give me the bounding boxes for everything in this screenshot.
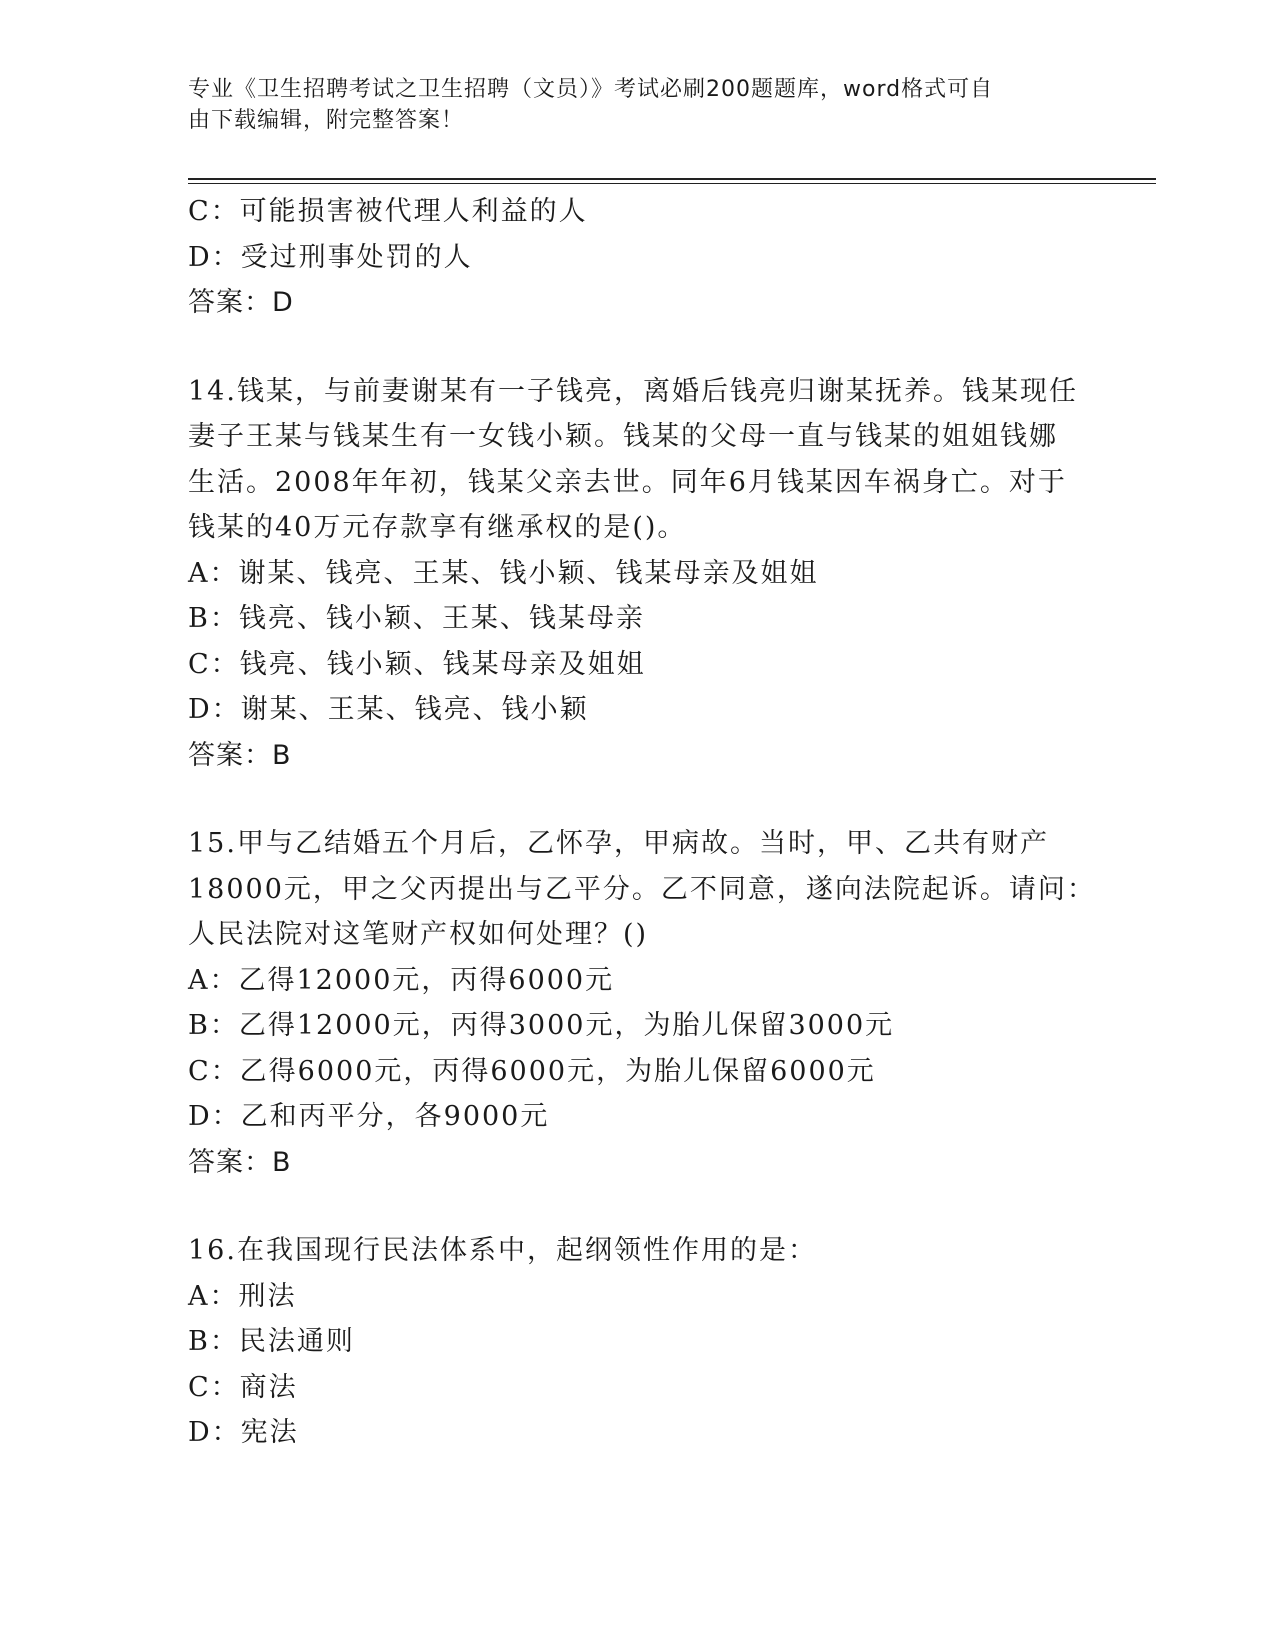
header-line-1: 专业《卫生招聘考试之卫生招聘（文员）》考试必刷200题题库，word格式可自 bbox=[188, 77, 994, 102]
header-line-2: 由下载编辑，附完整答案！ bbox=[188, 108, 465, 133]
option-d: D：乙和丙平分，各9000元 bbox=[188, 1101, 550, 1132]
question-stem bbox=[188, 369, 1088, 551]
stem-line: 钱某的40万元存款享有继承权的是()。 bbox=[188, 512, 687, 543]
header-divider-thick bbox=[188, 178, 1156, 180]
option-d: D：谢某、王某、钱亮、钱小颖 bbox=[188, 694, 589, 725]
option-b: B：钱亮、钱小颖、王某、钱某母亲 bbox=[188, 603, 645, 634]
option-c: C：钱亮、钱小颖、钱某母亲及姐姐 bbox=[188, 648, 646, 680]
option-a: A：谢某、钱亮、王某、钱小颖、钱某母亲及姐姐 bbox=[188, 557, 819, 589]
question-15 bbox=[188, 821, 1096, 1185]
header-divider-thin bbox=[188, 183, 1156, 184]
stem-line: 15.甲与乙结婚五个月后，乙怀孕，甲病故。当时，甲、乙共有财产 bbox=[188, 828, 1049, 859]
option-c: C：乙得6000元，丙得6000元，为胎儿保留6000元 bbox=[188, 1055, 876, 1087]
spacer bbox=[188, 1185, 1088, 1228]
question-stem: 16.在我国现行民法体系中，起纲领性作用的是： bbox=[188, 1235, 817, 1266]
option-c: C：商法 bbox=[188, 1371, 298, 1403]
option-b: B：民法通则 bbox=[188, 1326, 355, 1357]
stem-line: 妻子王某与钱某生有一女钱小颖。钱某的父母一直与钱某的姐姐钱娜 bbox=[188, 421, 1058, 452]
answer-line: 答案：B bbox=[188, 739, 292, 771]
question-13-tail bbox=[188, 189, 1088, 326]
spacer bbox=[188, 326, 1088, 369]
stem-line: 14.钱某，与前妻谢某有一子钱亮，离婚后钱亮归谢某抚养。钱某现任 bbox=[188, 375, 1078, 407]
answer-line: 答案：B bbox=[188, 1146, 292, 1178]
question-14 bbox=[188, 369, 1088, 779]
option-a: A：乙得12000元，丙得6000元 bbox=[188, 964, 615, 996]
spacer bbox=[188, 778, 1088, 821]
question-16 bbox=[188, 1228, 1088, 1456]
question-stem bbox=[188, 821, 1096, 958]
document-header bbox=[188, 74, 1068, 136]
answer-line: 答案：D bbox=[188, 287, 294, 318]
stem-line: 生活。2008年年初，钱某父亲去世。同年6月钱某因车祸身亡。对于 bbox=[188, 466, 1067, 498]
stem-line: 18000元，甲之父丙提出与乙平分。乙不同意，遂向法院起诉。请问： bbox=[188, 873, 1096, 905]
option-a: A：刑法 bbox=[188, 1280, 297, 1312]
option-b: B：乙得12000元，丙得3000元，为胎儿保留3000元 bbox=[188, 1010, 895, 1041]
option-d: D：受过刑事处罚的人 bbox=[188, 241, 473, 273]
option-d: D：宪法 bbox=[188, 1417, 299, 1448]
document-body bbox=[188, 189, 1096, 1456]
stem-line: 人民法院对这笔财产权如何处理？() bbox=[188, 919, 649, 950]
option-c: C：可能损害被代理人利益的人 bbox=[188, 196, 588, 227]
